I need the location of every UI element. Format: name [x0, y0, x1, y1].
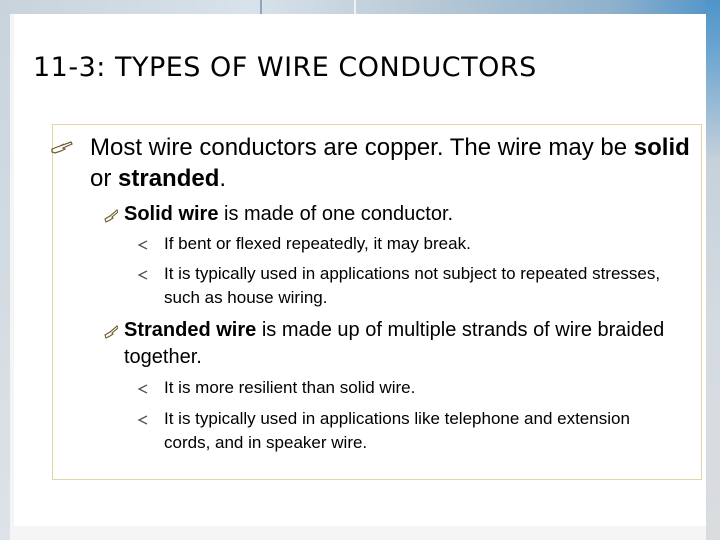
stranded-wire-text: [124, 317, 694, 371]
hand-pointer-icon: [50, 132, 74, 163]
stranded-point-1-text: It is more resilient than solid wire.: [164, 378, 416, 397]
stranded-term: stranded: [118, 165, 220, 192]
or-text: or: [90, 165, 119, 192]
main-bullet: [50, 132, 690, 194]
top-bar-divider: [260, 0, 262, 14]
solid-point-1: [136, 232, 676, 256]
stranded-wire-lead: Stranded wire: [124, 319, 257, 341]
hand-pointer-icon: [104, 201, 118, 228]
solid-point-2: [136, 262, 676, 310]
stranded-wire-bullet: [104, 317, 694, 371]
arrowhead-bullet-icon: [136, 376, 150, 400]
solid-wire-bullet: [104, 201, 694, 228]
stranded-wire-desc: is made up of multiple strands of wire braided together.: [124, 319, 665, 368]
solid-point-1-text: If bent or flexed repeatedly, it may break.: [164, 234, 471, 253]
right-decorative-bar: [706, 0, 720, 540]
stranded-point-2: [136, 407, 676, 455]
arrowhead-bullet-icon: [136, 232, 150, 256]
title-card: [14, 14, 706, 104]
left-decorative-bar: [0, 0, 10, 540]
solid-term: solid: [633, 134, 690, 161]
period-text: .: [219, 165, 227, 192]
main-bullet-text: [90, 132, 690, 194]
hand-pointer-icon: [104, 317, 118, 344]
solid-wire-text: [124, 201, 453, 228]
stranded-point-1: [136, 376, 676, 400]
arrowhead-bullet-icon: [136, 407, 150, 431]
solid-wire-lead: Solid wire: [124, 203, 219, 225]
stranded-point-2-text: It is typically used in applications like telephone and extension cords, and in speaker wire.: [164, 409, 630, 452]
solid-point-2-text: It is typically used in applications not subject to repeated stresses, such as house wiring.: [164, 264, 661, 307]
arrowhead-bullet-icon: [136, 262, 150, 286]
top-bar-divider: [354, 0, 356, 14]
solid-wire-desc: is made of one conductor.: [218, 203, 454, 225]
top-decorative-bar: [0, 0, 720, 14]
main-bullet-lead: Most wire conductors are copper. The wire may be: [90, 134, 634, 161]
slide-title: 11-3: TYPES OF WIRE CONDUCTORS: [33, 52, 537, 83]
